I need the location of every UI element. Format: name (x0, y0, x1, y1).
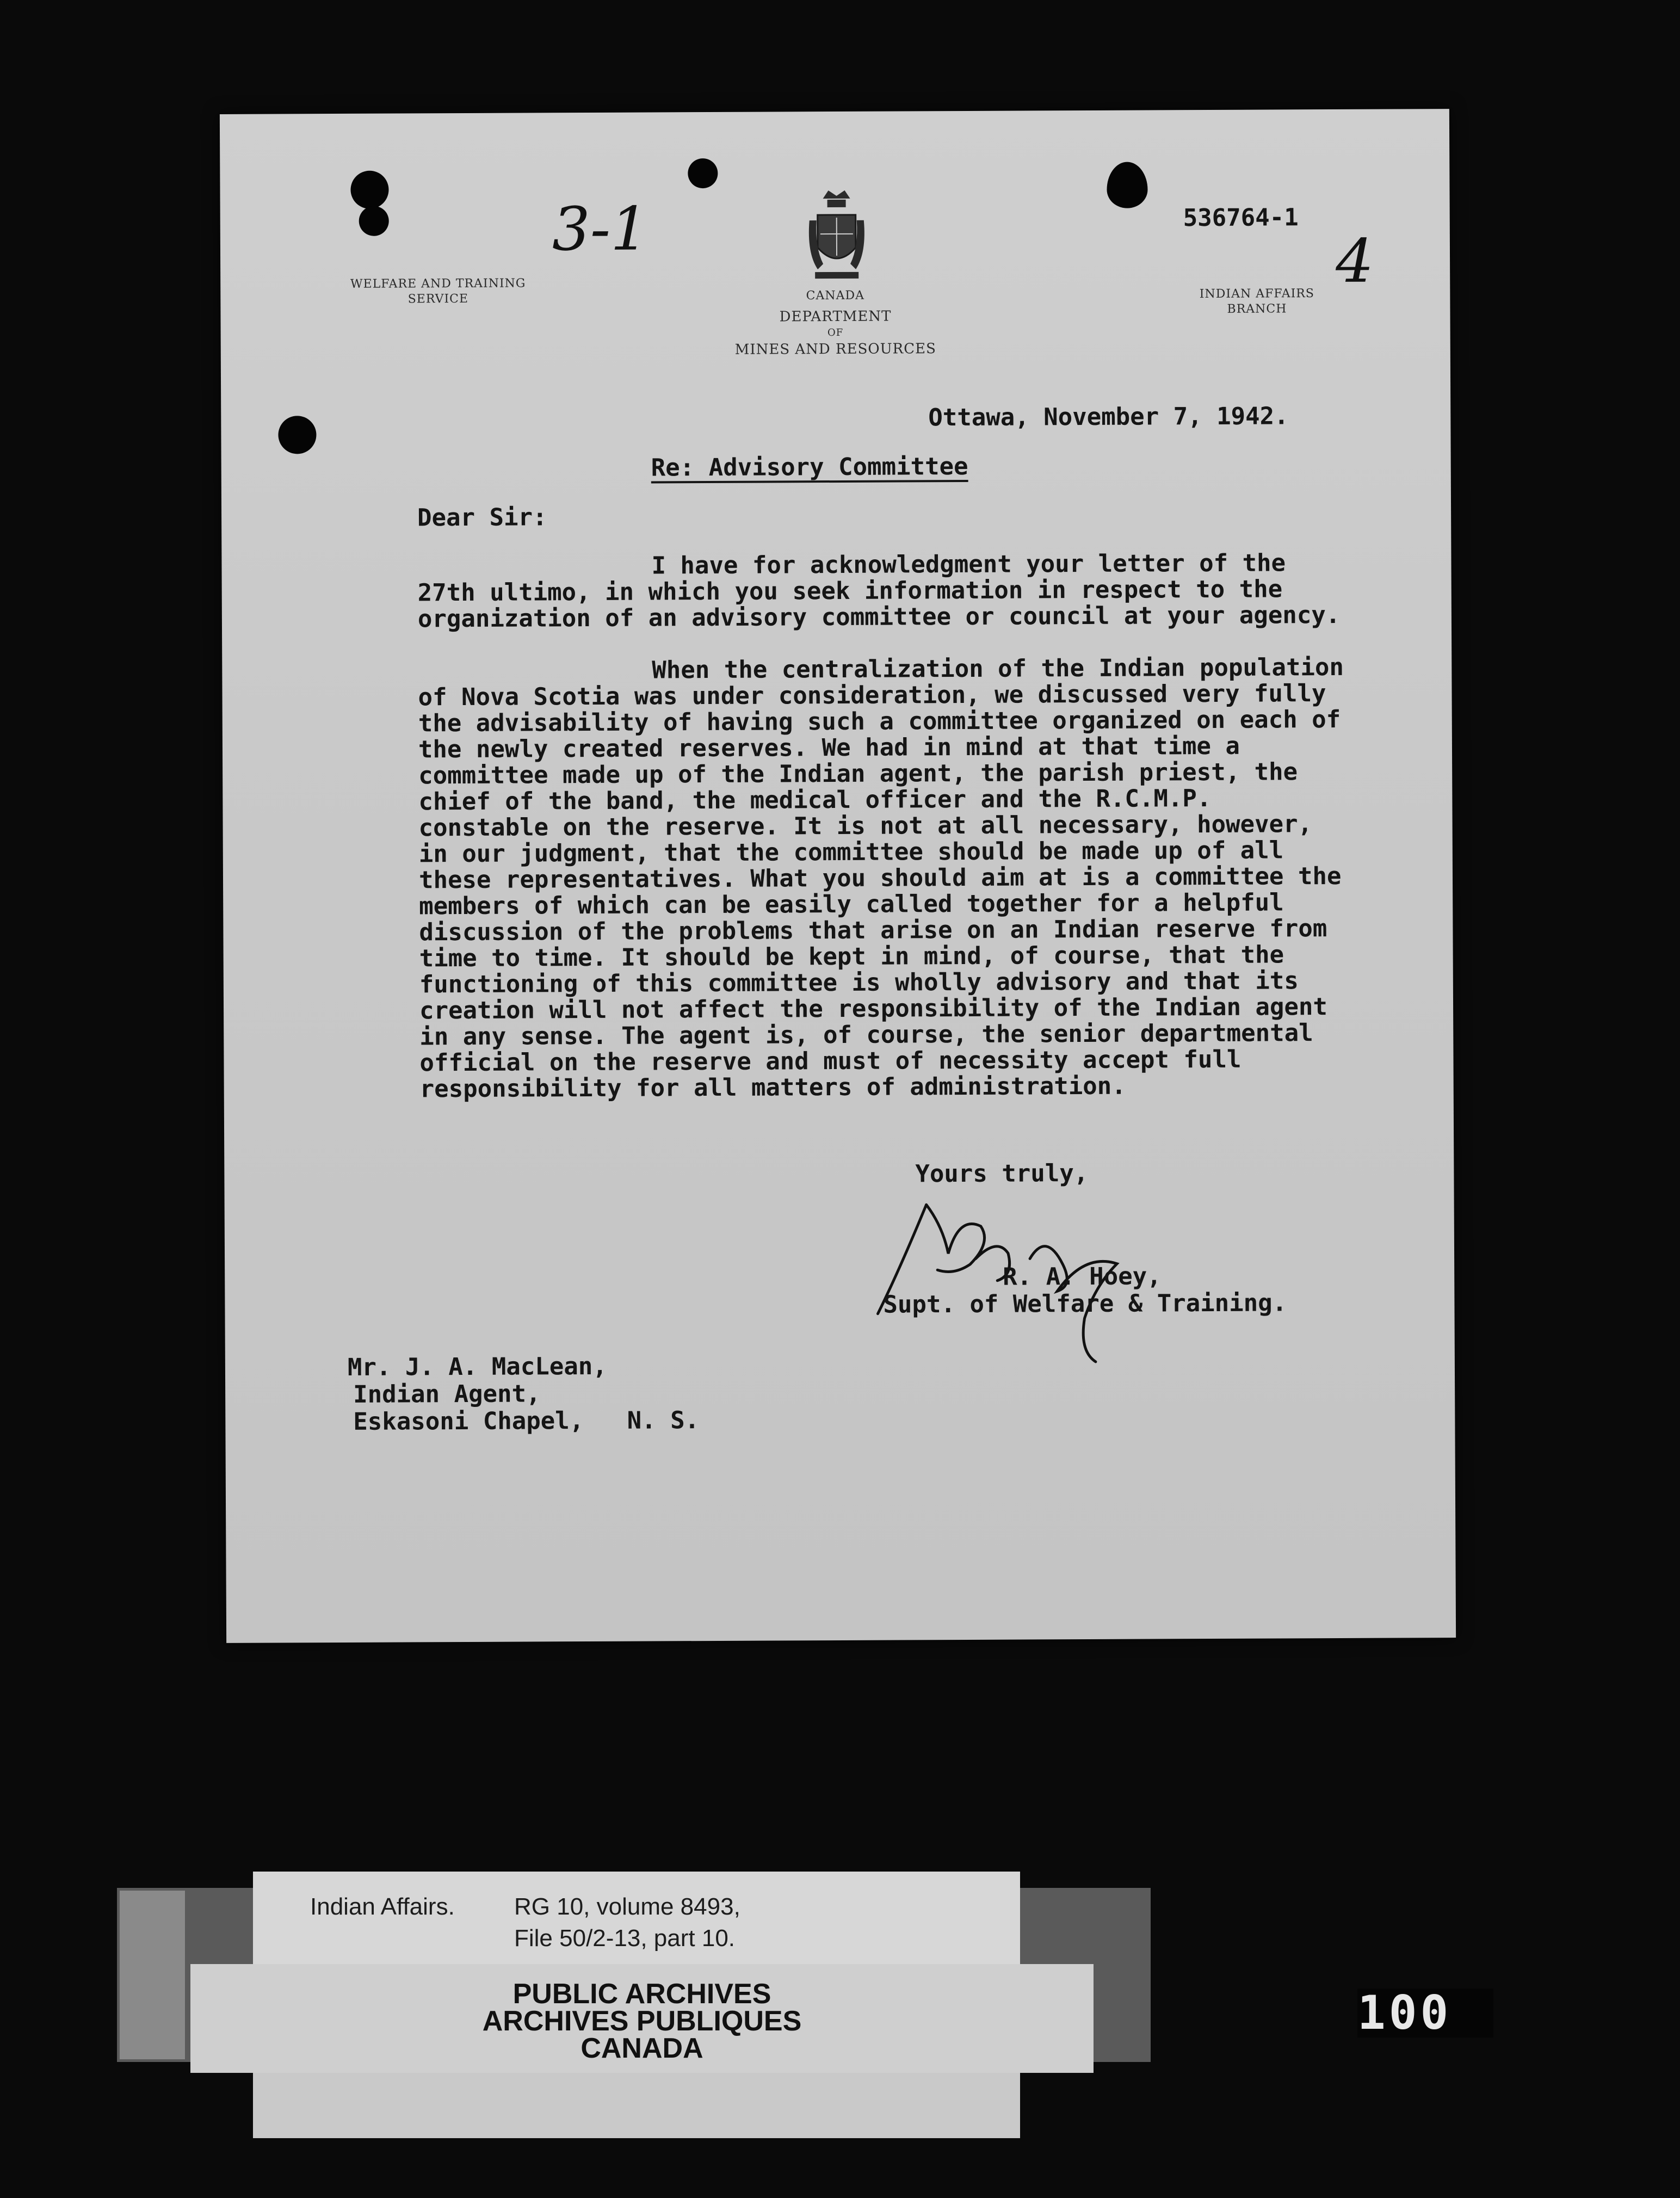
label-tail (253, 2073, 1020, 2138)
signer-title: Supt. of Welfare & Training. (883, 1289, 1287, 1319)
plate-line: PUBLIC ARCHIVES (512, 1978, 771, 2010)
department-line: MINES AND RESOURCES (734, 341, 936, 358)
paragraph: When the centralization of the Indian population of Nova Scotia was under consideration, we discussed very fully the advisability of having such a committee organized on each of the newly created reserves. We had in mind at that time a committee made up of the Indian agent, the parish priest, the chief of the band, the medical officer and the R.C.M.P. constable on the reserve. It is not at all necessary, however, in our judgment, that the committee should be made up of all these representatives. What you should aim at is a committee the members of which can be easily called together for a helpful discussion of the problems that arise on an Indian reserve from time to time. It should be kept in mind, of course, that the functioning of this committee is wholly advisory and that its creation will not affect the responsibility of the Indian agent in any sense. The agent is, of course, the senior departmental official on the reserve and must of necessity accept full responsibility for all matters of administration. (418, 653, 1358, 1103)
plate-line: CANADA (580, 2033, 703, 2064)
service-line: WELFARE AND TRAINING (350, 276, 526, 291)
country-line: CANADA (806, 288, 865, 303)
department-line: DEPARTMENT (779, 308, 892, 325)
punch-hole (359, 206, 389, 236)
plate-line: ARCHIVES PUBLIQUES (482, 2005, 802, 2037)
reference-line: RG 10, volume 8493, (514, 1893, 740, 1920)
handwritten-folio: 3-1 (552, 194, 649, 264)
letter-body (417, 549, 1358, 1103)
closing: Yours truly, (915, 1159, 1089, 1188)
frame-counter: 100 (1357, 1989, 1493, 2038)
handwritten-number: 4 (1335, 226, 1374, 296)
reference-card (253, 1872, 1020, 1964)
file-number: 536764-1 (1183, 203, 1299, 232)
signer-name: R. A. Hoey, (1003, 1262, 1162, 1291)
addressee-line: Indian Agent, (353, 1380, 541, 1409)
right-branch-heading (1186, 286, 1327, 317)
date-line: Ottawa, November 7, 1942. (928, 402, 1289, 432)
paragraph: I have for acknowledgment your letter of the 27th ultimo, in which you seek information in respect to the organization of an advisory committee or council at your agency. (417, 549, 1341, 633)
punch-hole (278, 416, 316, 454)
service-line: SERVICE (407, 292, 469, 306)
reference-line: File 50/2-13, part 10. (514, 1925, 736, 1952)
agency-label: Indian Affairs. (310, 1893, 455, 1920)
subject-line: Re: Advisory Committee (651, 452, 968, 482)
coat-of-arms-icon (806, 188, 867, 286)
archives-plate (190, 1964, 1094, 2073)
left-service-heading (345, 276, 530, 307)
punch-hole (1107, 162, 1147, 208)
addressee-line: Eskasoni Chapel, N. S. (353, 1406, 700, 1436)
department-line: OF (827, 326, 844, 339)
salutation: Dear Sir: (417, 503, 547, 532)
punch-hole (350, 171, 388, 209)
letter-page (220, 109, 1456, 1643)
branch-line: INDIAN AFFAIRS (1199, 287, 1314, 301)
branch-line: BRANCH (1227, 302, 1287, 316)
addressee-line: Mr. J. A. MacLean, (347, 1352, 607, 1381)
addressee-block (348, 1353, 699, 1436)
department-heading (721, 285, 950, 360)
punch-hole (688, 158, 718, 188)
label-strip-edge (120, 1891, 185, 2059)
